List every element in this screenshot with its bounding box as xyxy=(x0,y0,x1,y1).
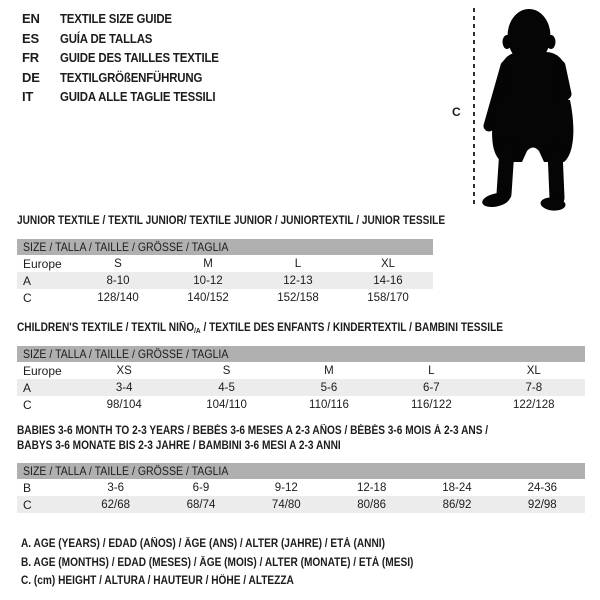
table-row xyxy=(17,379,585,396)
size-header-row xyxy=(17,239,433,255)
size-header-cell xyxy=(17,463,585,479)
row-label: Europe xyxy=(23,363,62,378)
size-header-text: SIZE / TALLA / TAILLE / GRÖSSE / TAGLIA xyxy=(23,464,229,478)
junior-table-title xyxy=(17,214,503,229)
lang-code: FR xyxy=(22,50,39,66)
legend-line-b: B. AGE (MONTHS) / EDAD (MESES) / ÂGE (MOIS) / ALTER (MONATE) / ETÀ (MESI) xyxy=(21,556,414,569)
table-cell: 6-9 xyxy=(192,481,210,494)
table-cell: 4-5 xyxy=(175,379,277,396)
table-cell: 116/122 xyxy=(411,398,452,411)
table-cell: 152/158 xyxy=(277,291,319,304)
table-cell: 8-10 xyxy=(73,272,163,289)
table-cell: L xyxy=(294,257,302,270)
table-cell: 9-12 xyxy=(274,481,298,494)
table-cell: XS xyxy=(116,364,132,377)
table-cell: 140/152 xyxy=(187,291,229,304)
table-row xyxy=(17,255,433,272)
lang-label: TEXTILGRÖßENFÜHRUNG xyxy=(60,69,203,85)
babies-table-title xyxy=(17,424,552,454)
table-cell: 6-7 xyxy=(380,379,482,396)
table-row xyxy=(17,289,433,306)
table-cell: 122/128 xyxy=(512,398,555,411)
table-cell: XL xyxy=(380,257,396,270)
lang-code: DE xyxy=(22,69,40,85)
table-cell: 128/140 xyxy=(97,291,139,304)
measurement-legend xyxy=(21,535,467,591)
lang-code: EN xyxy=(22,11,40,26)
table-row xyxy=(17,496,585,513)
lang-code: ES xyxy=(22,30,39,46)
size-header-text: SIZE / TALLA / TAILLE / GRÖSSE / TAGLIA xyxy=(23,347,229,361)
baby-silhouette-icon xyxy=(480,4,600,212)
table-row xyxy=(17,479,585,496)
table-cell: 24-36 xyxy=(527,481,558,494)
table-cell: 80/86 xyxy=(329,496,414,513)
lang-row-fr xyxy=(22,48,240,68)
lang-row-en xyxy=(22,9,240,29)
table-cell: 12-13 xyxy=(253,272,343,289)
table-cell: 5-6 xyxy=(278,379,380,396)
lang-code: IT xyxy=(22,89,34,105)
babies-title-line2: BABYS 3-6 MONATE BIS 2-3 JAHRE / BAMBINI 3-6 MESI A 2-3 ANNI xyxy=(17,440,341,452)
row-label: A xyxy=(17,272,73,289)
table-row xyxy=(17,362,585,379)
lang-label: TEXTILE SIZE GUIDE xyxy=(60,11,172,26)
babies-title-line1: BABIES 3-6 MONTH TO 2-3 YEARS / BEBÉS 3-6 MESES A 2-3 AÑOS / BÉBÉS 3-6 MOIS À 2-3 ANS / xyxy=(17,425,489,437)
table-cell: 104/110 xyxy=(206,398,247,411)
children-size-table xyxy=(17,346,585,413)
size-header-cell xyxy=(17,239,433,255)
lang-row-es xyxy=(22,29,240,49)
row-label: C xyxy=(23,397,32,412)
row-label: C xyxy=(23,290,32,305)
table-row xyxy=(17,272,433,289)
children-title-subscript: /A xyxy=(194,326,201,335)
table-cell: 18-24 xyxy=(442,481,472,494)
children-title-text: CHILDREN'S TEXTILE / TEXTIL $NIÑO_{/A}$ / TEXTILE DES ENFANTS / KINDERTEXTIL / BAMBINI TESSILE xyxy=(17,322,504,335)
children-table-title xyxy=(17,321,569,338)
language-title-block xyxy=(22,9,240,107)
lang-label: GUIDA ALLE TAGLIE TESSILI xyxy=(60,89,216,105)
lang-label: GUIDE DES TAILLES TEXTILE xyxy=(60,50,219,66)
legend-line-c: C. (cm) HEIGHT / ALTURA / HAUTEUR / HÖHE / ALTEZZA xyxy=(21,575,294,587)
size-header-text: SIZE / TALLA / TAILLE / GRÖSSE / TAGLIA xyxy=(23,240,229,254)
table-cell: 98/104 xyxy=(106,398,142,411)
size-header-row xyxy=(17,463,585,479)
size-header-row xyxy=(17,346,585,362)
size-header-cell xyxy=(17,346,585,362)
table-cell: 14-16 xyxy=(343,272,433,289)
height-marker-label: C xyxy=(452,105,461,119)
lang-label: GUÍA DE TALLAS xyxy=(60,30,153,46)
legend-line-a: A. AGE (YEARS) / EDAD (AÑOS) / ÂGE (ANS) / ALTER (JAHRE) / ETÀ (ANNI) xyxy=(21,538,385,550)
table-row xyxy=(17,396,585,413)
babies-size-table xyxy=(17,463,585,513)
table-cell: 86/92 xyxy=(414,496,499,513)
height-dashed-line xyxy=(473,8,475,206)
table-cell: 74/80 xyxy=(244,496,329,513)
table-cell: 10-12 xyxy=(163,272,253,289)
row-label: B xyxy=(23,480,32,495)
row-label: A xyxy=(17,379,73,396)
table-cell: 110/116 xyxy=(309,398,349,411)
row-label: C xyxy=(17,496,73,513)
table-cell: S xyxy=(222,364,231,377)
table-cell: XL xyxy=(526,364,541,377)
table-cell: 7-8 xyxy=(483,379,585,396)
table-cell: 3-4 xyxy=(73,379,175,396)
junior-size-table xyxy=(17,239,433,306)
table-cell: M xyxy=(324,364,334,377)
table-cell: 62/68 xyxy=(73,496,158,513)
junior-title-text: JUNIOR TEXTILE / TEXTIL JUNIOR/ TEXTILE JUNIOR / JUNIORTEXTIL / JUNIOR TESSILE xyxy=(17,215,446,227)
lang-row-it xyxy=(22,87,240,107)
lang-row-de xyxy=(22,68,240,88)
table-cell: 3-6 xyxy=(107,481,124,494)
row-label: Europe xyxy=(23,256,62,271)
table-cell: M xyxy=(203,257,213,270)
table-cell: 92/98 xyxy=(500,496,585,513)
table-cell: L xyxy=(428,364,435,377)
table-cell: S xyxy=(114,257,122,270)
table-cell: 158/170 xyxy=(367,291,409,304)
table-cell: 12-18 xyxy=(356,481,387,494)
table-cell: 68/74 xyxy=(158,496,243,513)
